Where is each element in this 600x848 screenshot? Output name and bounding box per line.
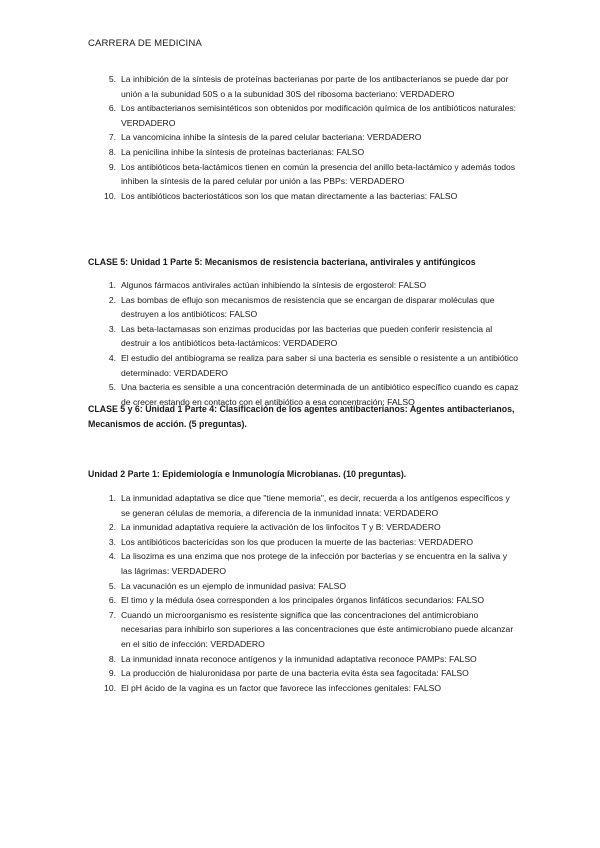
question-list-antibacterials bbox=[0, 72, 519, 203]
item-number: 5. bbox=[108, 74, 116, 84]
item-text: El estudio del antibiograma se realiza para saber si una bacteria es sensible o resistente a un antibiótico determinado: VERDADERO bbox=[121, 352, 518, 378]
item-number: 7. bbox=[108, 609, 116, 620]
item-text: Los antibióticos bacteriostáticos son los que matan directamente a las bacterias: FALSO bbox=[121, 190, 458, 201]
page-header: CARRERA DE MEDICINA bbox=[88, 38, 202, 49]
item-text: Las beta-lactamasas son enzimas producidas por las bacterias que pueden conferir resistencia al destruir a los antibióticos beta-lactámicos: VERDADERO bbox=[121, 323, 493, 349]
list-item bbox=[0, 160, 519, 189]
item-text: La producción de hialuronidasa por parte de una bacteria evita ésta sea fagocitada: FALSO bbox=[121, 668, 469, 679]
item-number: 3. bbox=[108, 536, 116, 547]
item-number: 5. bbox=[108, 580, 116, 591]
list-item bbox=[0, 549, 519, 578]
list-item bbox=[0, 130, 519, 145]
item-text: La inhibición de la síntesis de proteínas bacterianas por parte de los antibacterianos se puede dar por unión a la subunidad 50S o a la subunidad 30S del ribosoma bacteriano: VERDADERO bbox=[121, 74, 509, 99]
question-list-resistance bbox=[0, 278, 519, 409]
item-number: 4. bbox=[108, 551, 116, 562]
list-item bbox=[0, 491, 519, 520]
list-item bbox=[0, 535, 519, 550]
item-text: Los antibióticos bactericidas son los que producen la muerte de las bacterias: VERDADERO bbox=[121, 536, 474, 547]
item-text: La inmunidad adaptativa requiere la activación de los linfocitos T y B: VERDADERO bbox=[121, 522, 441, 533]
list-item bbox=[0, 579, 519, 594]
item-number: 9. bbox=[108, 161, 116, 172]
item-number: 8. bbox=[108, 653, 116, 664]
item-number: 1. bbox=[108, 280, 116, 290]
item-number: 6. bbox=[108, 103, 116, 114]
question-list-immunology bbox=[0, 491, 519, 695]
list-item bbox=[0, 520, 519, 535]
item-text: El timo y la médula ósea corresponden a los principales órganos linfáticos secundarios: FALSO bbox=[121, 595, 485, 606]
item-text: Algunos fármacos antivirales actúan inhibiendo la síntesis de ergosterol: FALSO bbox=[121, 280, 427, 290]
item-number: 9. bbox=[108, 668, 116, 679]
list-item bbox=[0, 293, 519, 322]
list-item bbox=[0, 681, 519, 696]
item-number: 8. bbox=[108, 146, 116, 157]
item-text: Una bacteria es sensible a una concentración determinada de un antibiótico específico cuando es capaz de crecer estando en contacto con el antibiótico a esa concentración: FALSO bbox=[121, 382, 519, 407]
item-number: 10. bbox=[104, 190, 116, 201]
item-text: Cuando un microorganismo es resistente significa que las concentraciones del antimicrobiano necesarias para inhibirlo son superiores a las concentraciones que éste antimicrobiano puede alcanzar en el sitio de infección: VERDADERO bbox=[121, 609, 514, 649]
item-number: 3. bbox=[108, 323, 116, 334]
list-item bbox=[0, 278, 519, 293]
item-number: 5. bbox=[108, 382, 116, 393]
list-item bbox=[0, 101, 519, 130]
item-number: 10. bbox=[104, 682, 116, 693]
item-text: Las bombas de eflujo son mecanismos de resistencia que se encargan de disparar moléculas que destruyen a los antibióticos: FALSO bbox=[121, 294, 495, 320]
list-item bbox=[0, 322, 519, 351]
item-text: La vacunación es un ejemplo de inmunidad pasiva: FALSO bbox=[121, 580, 347, 591]
item-text: Los antibacterianos semisintéticos son obtenidos por modificación química de los antibióticos naturales: VERDADERO bbox=[121, 103, 517, 128]
list-item bbox=[0, 652, 519, 667]
item-text: La inmunidad adaptativa se dice que "tiene memoria", es decir, recuerda a los antígenos específicos y se generan células de memoria, a diferencia de la inmunidad innata: VERDADERO bbox=[121, 493, 510, 518]
item-number: 7. bbox=[108, 132, 116, 143]
item-number: 4. bbox=[108, 352, 116, 363]
item-text: Los antibióticos beta-lactámicos tienen en común la presencia del anillo beta-lactámico y además todos inhiben la síntesis de la pared celular por unión a las PBPs: VERDADERO bbox=[121, 161, 516, 187]
item-text: La inmunidad innata reconoce antígenos y la inmunidad adaptativa reconoce PAMPs: FALSO bbox=[121, 653, 477, 664]
list-item bbox=[0, 351, 519, 380]
item-number: 1. bbox=[108, 493, 116, 503]
list-item bbox=[0, 608, 519, 652]
list-item bbox=[0, 72, 519, 101]
section-heading-clase-5-parte-5: CLASE 5: Unidad 1 Parte 5: Mecanismos de resistencia bacteriana, antivirales y antifúngicos bbox=[88, 257, 476, 267]
item-text: El pH ácido de la vagina es un factor que favorece las infecciones genitales: FALSO bbox=[121, 682, 442, 693]
section-heading-clase-5-6-parte-4: CLASE 5 y 6: Unidad 1 Parte 4: Clasificación de los agentes antibacterianos: Agentes antibacterianos, Mecanismos de acción. (5 preguntas). bbox=[88, 404, 515, 429]
item-text: La lisozima es una enzima que nos protege de la infección por bacterias y se encuentra en la saliva y las lágrimas: VERDADERO bbox=[121, 551, 507, 576]
item-text: La vancomicina inhibe la síntesis de la pared celular bacteriana: VERDADERO bbox=[121, 132, 422, 143]
list-item bbox=[0, 593, 519, 608]
item-number: 2. bbox=[108, 522, 116, 533]
list-item bbox=[0, 145, 519, 160]
list-item bbox=[0, 189, 519, 204]
item-number: 2. bbox=[108, 294, 116, 305]
item-text: La penicilina inhibe la síntesis de proteínas bacterianas: FALSO bbox=[121, 146, 365, 157]
item-number: 6. bbox=[108, 595, 116, 606]
list-item bbox=[0, 666, 519, 681]
section-heading-unidad-2-parte-1: Unidad 2 Parte 1: Epidemiología e Inmunología Microbianas. (10 preguntas). bbox=[88, 469, 407, 479]
